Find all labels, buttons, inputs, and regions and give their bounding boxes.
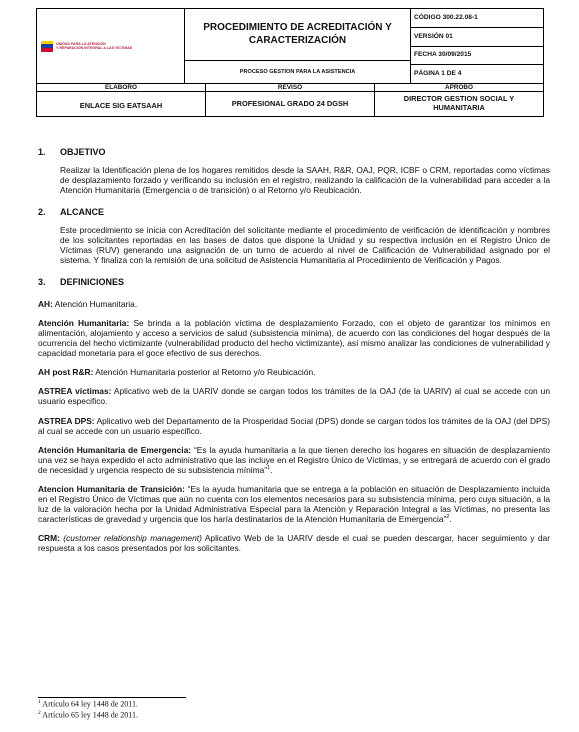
logo-text-line-2: Y REPARACIÓN INTEGRAL A LAS VÍCTIMAS — [56, 46, 133, 50]
reviso-value: PROFESIONAL GRADO 24 DGSH — [206, 92, 375, 116]
elaboro-label: ELABORÓ — [37, 84, 206, 91]
section-text-objetivo: Realizar la Identificación plena de los hogares remitidos desde la SAAH, R&R, OAJ, PQR, ICBF o CRM, reportadas como víctimas de desplazamiento forzado y verificando su inclusión en el registro, realizando la calificación de la vulnerabilidad para acceder a la Atención Humanitaria (Emergencia o de transición) o al Retorno y/o Reubicación. — [60, 164, 550, 195]
definition-ah-emergencia: Atención Humanitaria de Emergencia: “Es la ayuda humanitaria a la que tienen derecho los hogares en situación de desplazamiento una vez se haya expedido el acto administrativo que las incluye en el Registro Único de Víctimas, y se entregará de acuerdo con el grado de necesidad y urgencia respecto de su subsistencia mínima”$^1$. — [38, 444, 550, 475]
document-date: FECHA 30/09/2015 — [411, 47, 543, 66]
footnote-ref-1: 1 — [267, 465, 271, 472]
footnotes — [38, 699, 518, 720]
footnote-1: $^1$ Artículo 64 ley 1448 de 2011. — [38, 699, 138, 709]
definition-ah: AH: Atención Humanitaria. — [38, 298, 138, 309]
reviso-label: REVISÓ — [206, 84, 375, 91]
section-heading-definiciones: 3. DEFINICIONES — [38, 277, 125, 288]
elaboro-value: ENLACE SIG EATSAAH — [37, 92, 206, 116]
footnote-2: $^2$ Artículo 65 ley 1448 de 2011. — [38, 709, 138, 720]
definition-astrea-dps: ASTREA DPS: Aplicativo web del Departamento de la Prosperidad Social (DPS) donde se cargan todos los trámites de la OAJ (del DPS) al cual se accede con un usuario especifico. — [38, 415, 550, 436]
aprobo-value: DIRECTOR GESTION SOCIAL Y HUMANITARIA — [403, 94, 515, 112]
aprobo-label: APROBO — [444, 84, 474, 91]
document-title: PROCEDIMIENTO DE ACREDITACIÓN Y CARACTERIZACIÓN — [185, 9, 410, 61]
document-body — [38, 147, 550, 562]
section-text-alcance: Este procedimiento se inicia con Acreditación del solicitante mediante el procedimiento de verificación de identificación y nombres de los solicitantes reportadas en las bases de datos que dispone la Unidad y su respectiva inclusión en el Registro Único de Víctimas (RUV) generando una asignación de un turno de acuerdo al nivel de Calificación de Vulnerabilidad asignado por el sistema. Y finaliza con la remisión de una solicitud de Asistencia Humanitaria al Procedimiento de Verificación y Pagos. — [60, 224, 550, 266]
definition-astrea-victimas: ASTREA víctimas: Aplicativo web de la UARIV donde se cargan todos los trámites de la OAJ (de la UARIV) al cual se accede con un usuario especifico. — [38, 386, 550, 407]
document-version: VERSIÓN 01 — [411, 28, 543, 47]
logo-text-line-1: UNIDAD PARA LA ATENCIÓN — [56, 41, 106, 46]
footnote-divider — [38, 697, 186, 698]
document-header — [36, 8, 544, 117]
definition-crm: CRM: (customer relationship management) Aplicativo Web de la UARIV desde el cual se pueden descargar, hacer seguimiento y dar respuesta a los casos presentados por los solicitantes. — [38, 533, 551, 554]
definition-ah-transicion: Atencion Humanitaria de Transición: “Es la ayuda humanitaria que se entrega a la población en situación de Desplazamiento incluida en el Registro Único de Víctimas que aún no cuenta con los elementos necesarios para su subsistencia mínima, pero cuya situación, a la luz de la valoración hecha por la Unidad Administrativa Especial para la Atención y Reparación Integral a las Víctimas, no presenta las características de gravedad y urgencia que los haría destinatarios de la Atención Humanitaria de Emergencia”$^2$. — [38, 483, 550, 525]
logo — [37, 9, 185, 83]
process-name: PROCESO GESTION PARA LA ASISTENCIA — [239, 68, 356, 75]
document-code: CÓDIGO 300.22.08-1 — [411, 9, 543, 28]
definition-atencion-humanitaria: Atención Humanitaria: Se brinda a la población víctima de desplazamiento Forzado, con el objeto de garantizar los mínimos en alimentación, alojamiento y acceso a servicios de salud (subsistencia mínima), de acuerdo con las condiciones del hogar después de la ocurrencia del hecho victimizante (vulnerabilidad producto del hecho victimizante), así mismo analizar las condiciones de vulnerabilidad y capacidad monetaria para el goce efectivo de sus derechos. — [38, 318, 550, 359]
definition-ah-post-rr: AH post R&R: Atención Humanitaria posterior al Retorno y/o Reubicación. — [38, 367, 316, 378]
flag-icon — [41, 41, 53, 52]
section-heading-alcance: 2. ALCANCE — [38, 207, 104, 218]
page-number: PÁGINA 1 DE 4 — [414, 70, 462, 78]
section-heading-objetivo: 1. OBJETIVO — [38, 147, 106, 157]
footnote-ref-2: 2 — [446, 514, 450, 521]
